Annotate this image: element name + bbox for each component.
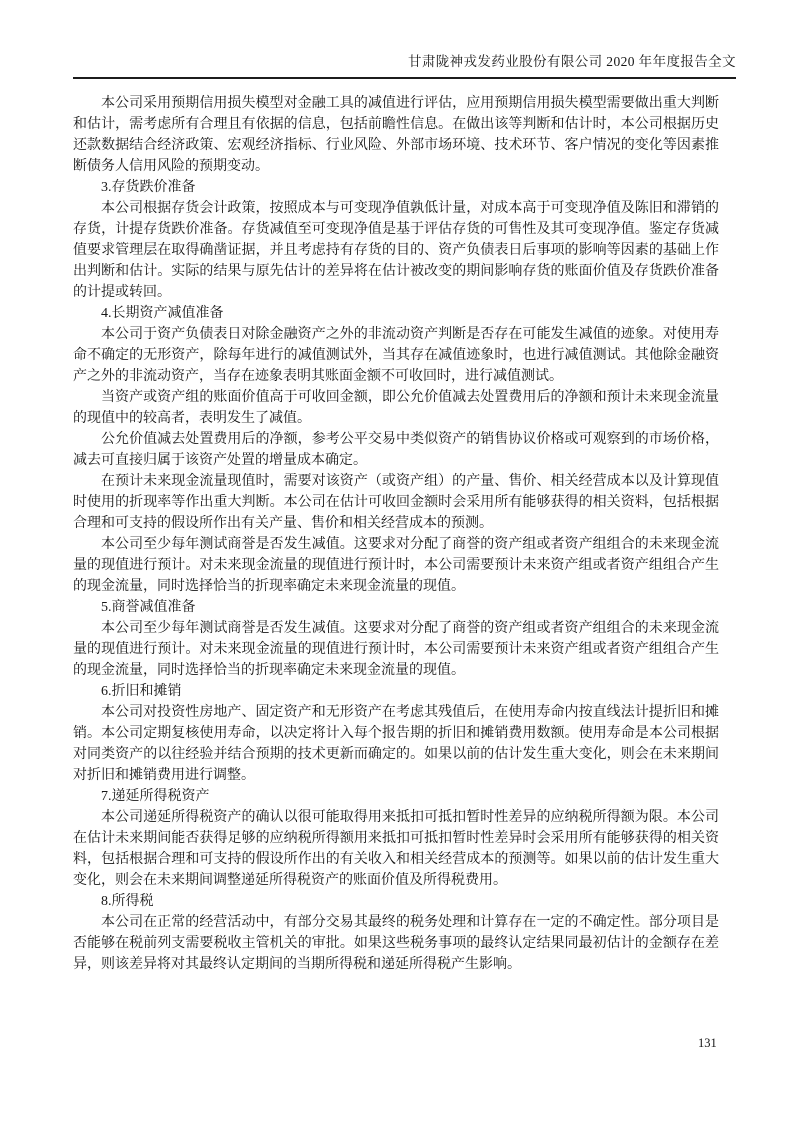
paragraph-goodwill-impairment: 本公司至少每年测试商誉是否发生减值。这要求对分配了商誉的资产组或者资产组组合的未来现金流量的现值进行预计。对未来现金流量的现值进行预计时，本公司需要预计未来资产组或者资产组组合产生的现金流量，同时选择恰当的折现率确定未来现金流量的现值。 [73, 621, 719, 678]
paragraph-goodwill-annual-test: 本公司至少每年测试商誉是否发生减值。这要求对分配了商誉的资产组或者资产组组合的未来现金流量的现值进行预计。对未来现金流量的现值进行预计时，本公司需要预计未来资产组或者资产组组合产生的现金流量，同时选择恰当的折现率确定未来现金流量的现值。 [73, 537, 719, 594]
document-body [73, 93, 719, 975]
paragraph-cash-flow-present-value: 在预计未来现金流量现值时，需要对该资产（或资产组）的产量、售价、相关经营成本以及计算现值时使用的折现率等作出重大判断。本公司在估计可收回金额时会采用所有能够获得的相关资料，包括根据合理和可支持的假设所作出有关产量、售价和相关经营成本的预测。 [73, 474, 719, 531]
section-heading-goodwill-impairment: 5.商誉减值准备 [101, 600, 196, 615]
paragraph-deferred-tax-assets: 本公司递延所得税资产的确认以很可能取得用来抵扣可抵扣暂时性差异的应纳税所得额为限。本公司在估计未来期间能否获得足够的应纳税所得额用来抵扣可抵扣暂时性差异时会采用所有能够获得的相关资料，包括根据合理和可支持的假设所作出的有关收入和相关经营成本的预测等。如果以前的估计发生重大变化，则会在未来期间调整递延所得税资产的账面价值及所得税费用。 [73, 810, 719, 888]
paragraph-fair-value-net: 公允价值减去处置费用后的净额，参考公平交易中类似资产的销售协议价格或可观察到的市场价格，减去可直接归属于该资产处置的增量成本确定。 [73, 432, 719, 468]
report-title: 甘肃陇神戎发药业股份有限公司 2020 年年度报告全文 [407, 54, 736, 69]
section-heading-inventory-provision: 3.存货跌价准备 [101, 180, 196, 195]
paragraph-depreciation-amortization: 本公司对投资性房地产、固定资产和无形资产在考虑其残值后，在使用寿命内按直线法计提折旧和摊销。本公司定期复核使用寿命，以决定将计入每个报告期的折旧和摊销费用数额。使用寿命是本公司根据对同类资产的以往经验并结合预期的技术更新而确定的。如果以前的估计发生重大变化，则会在未来期间对折旧和摊销费用进行调整。 [73, 705, 719, 783]
paragraph-recoverable-amount: 当资产或资产组的账面价值高于可收回金额，即公允价值减去处置费用后的净额和预计未来现金流量的现值中的较高者，表明发生了减值。 [73, 390, 719, 426]
section-heading-depreciation-amortization: 6.折旧和摊销 [101, 684, 182, 699]
paragraph-inventory-provision: 本公司根据存货会计政策，按照成本与可变现净值孰低计量，对成本高于可变现净值及陈旧和滞销的存货，计提存货跌价准备。存货减值至可变现净值是基于评估存货的可售性及其可变现净值。鉴定存货减值要求管理层在取得确凿证据，并且考虑持有存货的目的、资产负债表日后事项的影响等因素的基础上作出判断和估计。实际的结果与原先估计的差异将在估计被改变的期间影响存货的账面价值及存货跌价准备的计提或转回。 [73, 201, 719, 300]
paragraph-impairment-indicators: 本公司于资产负债表日对除金融资产之外的非流动资产判断是否存在可能发生减值的迹象。对使用寿命不确定的无形资产，除每年进行的减值测试外，当其存在减值迹象时，也进行减值测试。其他除金融资产之外的非流动资产，当存在迹象表明其账面金额不可收回时，进行减值测试。 [73, 327, 719, 384]
report-header [73, 54, 736, 79]
section-heading-income-tax: 8.所得税 [101, 894, 154, 909]
page-number: 131 [698, 1036, 717, 1050]
section-heading-longterm-asset-impairment: 4.长期资产减值准备 [101, 306, 224, 321]
paragraph-income-tax: 本公司在正常的经营活动中，有部分交易其最终的税务处理和计算存在一定的不确定性。部分项目是否能够在税前列支需要税收主管机关的审批。如果这些税务事项的最终认定结果同最初估计的金额存在差异，则该差异将对其最终认定期间的当期所得税和递延所得税产生影响。 [73, 915, 719, 972]
section-heading-deferred-tax-assets: 7.递延所得税资产 [101, 789, 210, 804]
paragraph-credit-loss-model: 本公司采用预期信用损失模型对金融工具的减值进行评估，应用预期信用损失模型需要做出重大判断和估计，需考虑所有合理且有依据的信息，包括前瞻性信息。在做出该等判断和估计时，本公司根据历史还款数据结合经济政策、宏观经济指标、行业风险、外部市场环境、技术环节、客户情况的变化等因素推断债务人信用风险的预期变动。 [73, 96, 719, 174]
